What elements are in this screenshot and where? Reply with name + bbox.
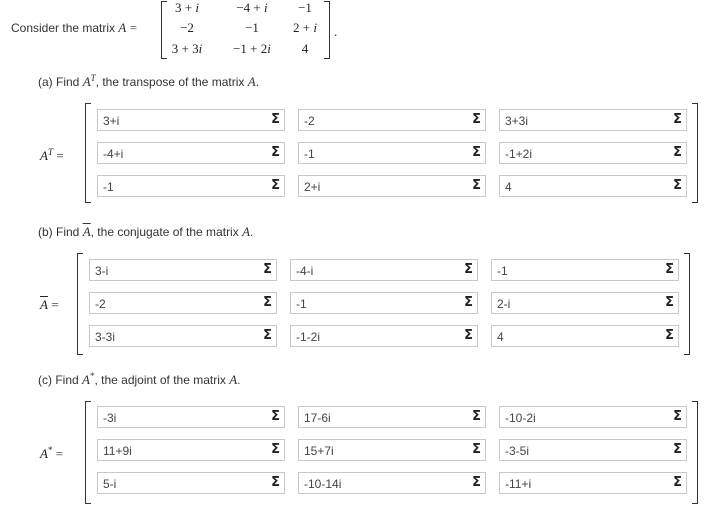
sigma-icon[interactable]: Σ: [271, 178, 280, 193]
part-c-left-bracket: [85, 401, 91, 504]
sigma-icon[interactable]: Σ: [271, 475, 280, 490]
sigma-icon[interactable]: Σ: [665, 328, 674, 343]
intro-matrix-cell: −4 + i: [236, 0, 268, 15]
part-a-answer-field[interactable]: [97, 175, 285, 197]
intro-matrix-cell: −1: [245, 20, 259, 35]
part-b-lhs: [40, 297, 59, 313]
part-a-answer-value: 4: [505, 180, 512, 194]
part-a-answer-field[interactable]: [499, 175, 687, 197]
intro-line: [11, 20, 137, 36]
part-c-answer-field[interactable]: [499, 439, 687, 461]
sigma-icon[interactable]: Σ: [673, 475, 682, 490]
part-c-answer-field[interactable]: [298, 439, 486, 461]
sigma-icon[interactable]: Σ: [472, 475, 481, 490]
part-b-answer-field[interactable]: [491, 325, 679, 347]
part-c-rest: , the adjoint of the matrix: [94, 373, 226, 387]
intro-matrix-cell: 2 + i: [293, 20, 317, 35]
part-b-answer-field[interactable]: [89, 292, 277, 314]
part-b-question: [38, 224, 253, 240]
part-c-answer-value: 17-6i: [304, 411, 331, 425]
part-c-lhs: [40, 445, 63, 462]
intro-matrix-cell: 3 + i: [175, 0, 199, 15]
part-a-sup: T: [90, 73, 96, 83]
intro-text: Consider the matrix: [11, 21, 116, 35]
part-c-answer-field[interactable]: [97, 406, 285, 428]
part-b-answer-value: -1: [497, 264, 508, 278]
part-a-rest: , the transpose of the matrix: [95, 75, 245, 89]
sigma-icon[interactable]: Σ: [263, 328, 272, 343]
part-a-lhs-var: A: [40, 148, 48, 163]
part-b-answer-value: -1: [296, 297, 307, 311]
part-a-answer-field[interactable]: [298, 142, 486, 164]
part-a-var: A: [82, 74, 91, 89]
part-b-answer-value: -1-2i: [296, 330, 321, 344]
sigma-icon[interactable]: Σ: [673, 112, 682, 127]
part-b-end: .: [250, 225, 254, 239]
part-a-answer-field[interactable]: [499, 142, 687, 164]
intro-matrix-cell: 4: [301, 41, 309, 56]
part-b-answer-field[interactable]: [491, 259, 679, 281]
part-b-answer-field[interactable]: [290, 259, 478, 281]
part-c-answer-value: 11+9i: [103, 444, 132, 458]
part-c-lhs-var: A: [40, 446, 48, 461]
sigma-icon[interactable]: Σ: [271, 112, 280, 127]
part-c-answer-value: -10-14i: [304, 477, 342, 491]
part-b-lhs-var: $\overline{A}$: [40, 297, 48, 312]
part-a-answer-value: 3+3i: [505, 114, 529, 128]
part-b-right-bracket: [684, 253, 690, 355]
part-c-var: A: [82, 372, 90, 387]
intro-matrix-cell: 3 + 3i: [171, 41, 203, 56]
intro-period: .: [334, 24, 338, 39]
part-c-answer-value: -3-5i: [505, 444, 530, 458]
part-b-left-bracket: [77, 253, 83, 355]
intro-matrix-cell: −1 + 2i: [233, 41, 271, 56]
intro-matrix-cell: −1: [298, 0, 312, 15]
part-a-answer-value: -1+2i: [505, 147, 533, 161]
part-a-answer-field[interactable]: [97, 109, 285, 131]
part-c-answer-field[interactable]: [499, 472, 687, 494]
sigma-icon[interactable]: Σ: [472, 178, 481, 193]
part-a-answer-value: -2: [304, 114, 315, 128]
sigma-icon[interactable]: Σ: [263, 262, 272, 277]
part-a-answer-field[interactable]: [298, 109, 486, 131]
part-c-question: [38, 371, 241, 388]
sigma-icon[interactable]: Σ: [665, 295, 674, 310]
sigma-icon[interactable]: Σ: [472, 112, 481, 127]
part-c-answer-field[interactable]: [298, 472, 486, 494]
part-b-lhs-eq: =: [51, 297, 59, 312]
part-a-question: [38, 73, 259, 90]
part-b-rest: , the conjugate of the matrix: [90, 225, 239, 239]
part-c-label: (c) Find: [38, 373, 79, 387]
part-a-answer-field[interactable]: [298, 175, 486, 197]
sigma-icon[interactable]: Σ: [464, 295, 473, 310]
part-b-answer-field[interactable]: [491, 292, 679, 314]
intro-var: A: [118, 20, 127, 35]
sigma-icon[interactable]: Σ: [673, 178, 682, 193]
part-c-answer-value: -11+i: [505, 477, 532, 491]
part-c-end: .: [237, 373, 241, 387]
part-c-right-bracket: [692, 401, 698, 504]
part-b-answer-field[interactable]: [89, 259, 277, 281]
sigma-icon[interactable]: Σ: [271, 145, 280, 160]
part-a-lhs-sup: T: [47, 147, 53, 157]
sigma-icon[interactable]: Σ: [472, 442, 481, 457]
part-c-answer-value: -3i: [103, 411, 117, 425]
part-c-answer-value: -10-2i: [505, 411, 536, 425]
part-b-answer-value: -2: [95, 297, 106, 311]
part-b-answer-value: 2-i: [497, 297, 511, 311]
part-a-answer-field[interactable]: [499, 109, 687, 131]
part-b-rest-var: A: [242, 224, 251, 239]
part-b-answer-value: 3-i: [95, 264, 109, 278]
part-a-lhs: [40, 147, 64, 164]
part-b-answer-field[interactable]: [290, 292, 478, 314]
part-a-answer-field[interactable]: [97, 142, 285, 164]
part-a-left-bracket: [85, 103, 91, 203]
sigma-icon[interactable]: Σ: [271, 409, 280, 424]
part-b-var: $\overline{A}$: [82, 224, 91, 239]
part-a-answer-value: 2+i: [304, 180, 321, 194]
part-a-answer-value: 3+i: [103, 114, 120, 128]
part-a-right-bracket: [692, 103, 698, 203]
sigma-icon[interactable]: Σ: [472, 409, 481, 424]
part-b-answer-value: 4: [497, 330, 504, 344]
sigma-icon[interactable]: Σ: [673, 145, 682, 160]
part-b-answer-value: 3-3i: [95, 330, 116, 344]
part-a-rest-var: A: [247, 74, 256, 89]
part-c-answer-field[interactable]: [298, 406, 486, 428]
part-a-lhs-eq: =: [56, 148, 64, 163]
sigma-icon[interactable]: Σ: [263, 295, 272, 310]
part-c-rest-var: A: [229, 372, 238, 387]
part-b-answer-field[interactable]: [89, 325, 277, 347]
sigma-icon[interactable]: Σ: [472, 145, 481, 160]
part-c-answer-field[interactable]: [97, 472, 285, 494]
part-b-answer-field[interactable]: [290, 325, 478, 347]
part-c-sup: *: [89, 371, 95, 381]
part-a-answer-value: -1: [103, 180, 114, 194]
sigma-icon[interactable]: Σ: [464, 262, 473, 277]
sigma-icon[interactable]: Σ: [271, 442, 280, 457]
part-a-label: (a) Find: [38, 75, 80, 89]
part-b-answer-value: -4-i: [296, 264, 314, 278]
sigma-icon[interactable]: Σ: [673, 409, 682, 424]
part-c-lhs-eq: =: [55, 446, 64, 461]
intro-matrix-cell: −2: [180, 20, 194, 35]
part-c-answer-field[interactable]: [97, 439, 285, 461]
intro-eq: =: [129, 20, 138, 35]
part-c-answer-value: 5-i: [103, 477, 117, 491]
part-c-answer-value: 15+7i: [304, 444, 334, 458]
part-b-label: (b) Find: [38, 225, 80, 239]
part-a-answer-value: -4+i: [103, 147, 124, 161]
sigma-icon[interactable]: Σ: [665, 262, 674, 277]
part-a-answer-value: -1: [304, 147, 315, 161]
sigma-icon[interactable]: Σ: [464, 328, 473, 343]
part-c-lhs-sup: *: [47, 445, 53, 455]
sigma-icon[interactable]: Σ: [673, 442, 682, 457]
part-c-answer-field[interactable]: [499, 406, 687, 428]
part-a-end: .: [255, 75, 260, 89]
